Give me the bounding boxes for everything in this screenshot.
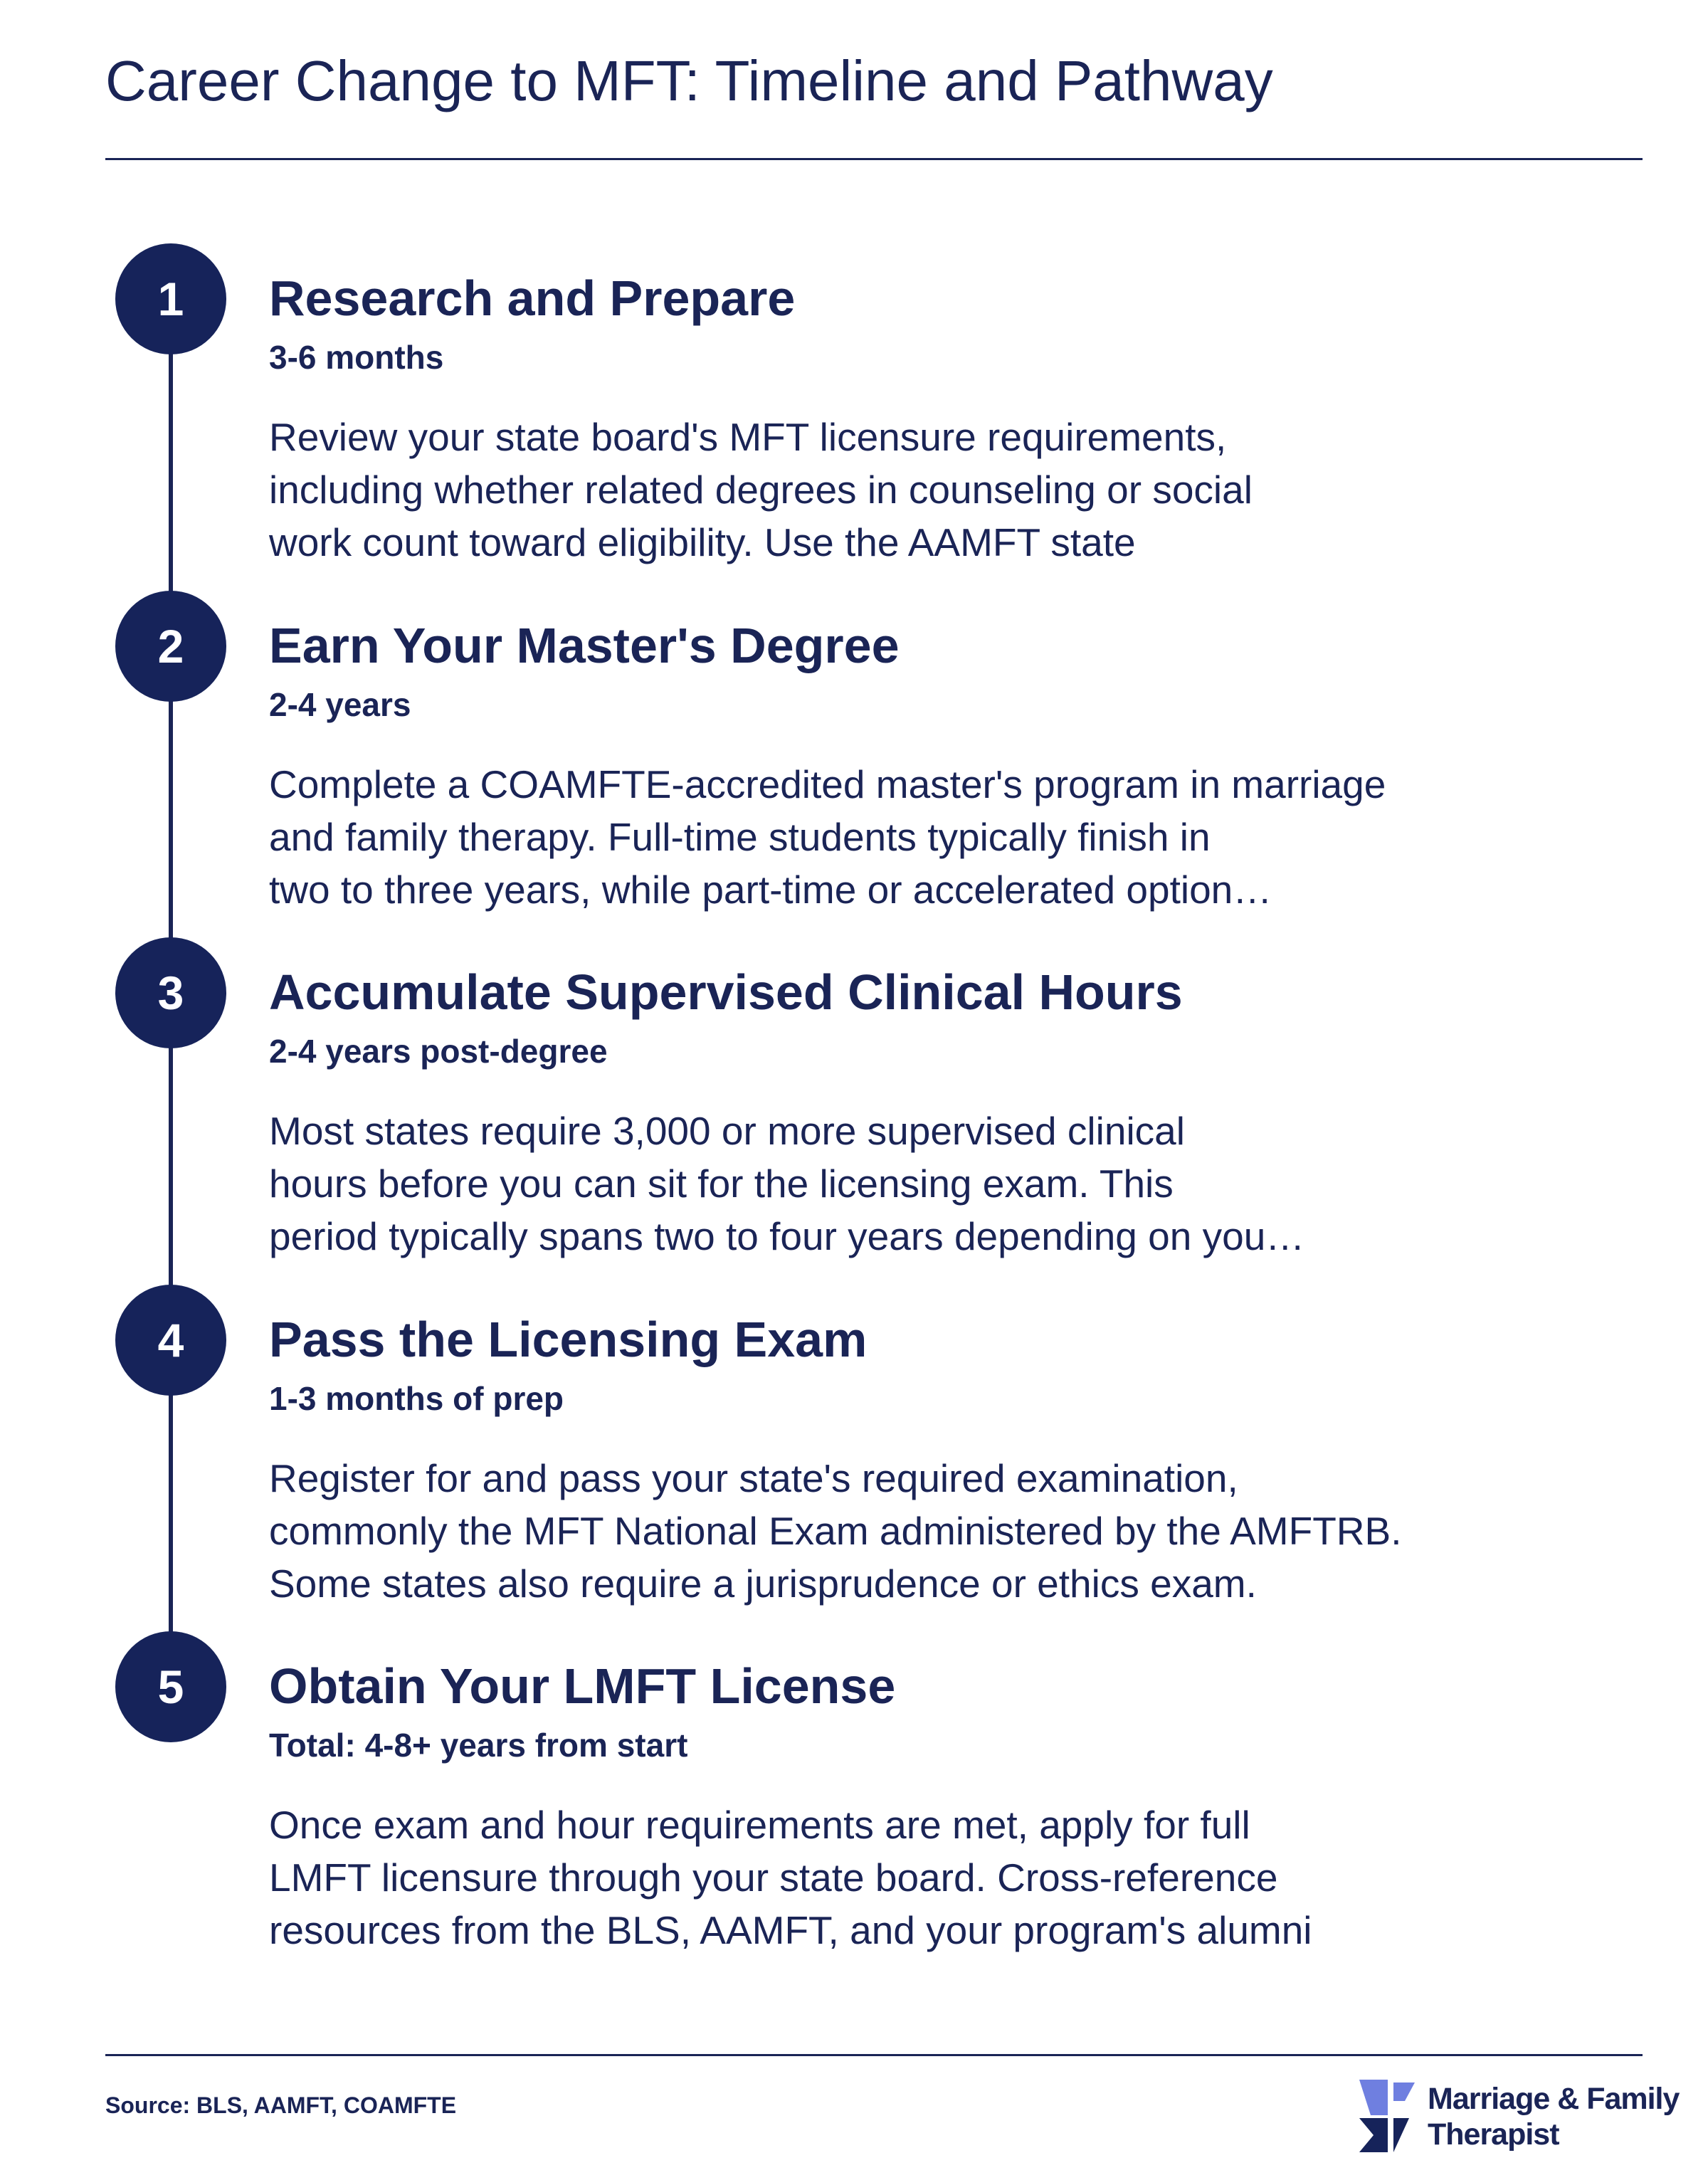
- step-duration: 2-4 years: [269, 686, 411, 723]
- step-description: [269, 1452, 1479, 1610]
- page-title: Career Change to MFT: Timeline and Pathway: [105, 49, 1273, 112]
- description-line: work count toward eligibility. Use the AAMFT state: [269, 520, 1136, 564]
- step-duration: 3-6 months: [269, 339, 444, 376]
- description-line: and family therapy. Full-time students typically finish in: [269, 815, 1211, 859]
- description-line: hours before you can sit for the licensing exam. This: [269, 1162, 1174, 1206]
- description-line: Once exam and hour requirements are met, apply for full: [269, 1803, 1250, 1847]
- description-line: Review your state board's MFT licensure requirements,: [269, 415, 1227, 459]
- brand-logo-icon: [1356, 2077, 1428, 2155]
- step-number-badge: 3: [115, 937, 226, 1048]
- description-line: period typically spans two to four years depending on you…: [269, 1214, 1305, 1258]
- description-line: commonly the MFT National Exam administered by the AMFTRB.: [269, 1509, 1402, 1553]
- header-divider: [105, 158, 1643, 160]
- step-description: [269, 411, 1479, 569]
- footer-divider: [105, 2054, 1643, 2056]
- step-duration: 2-4 years post-degree: [269, 1033, 608, 1070]
- description-line: Complete a COAMFTE-accredited master's program in marriage: [269, 762, 1386, 806]
- description-line: Most states require 3,000 or more supervised clinical: [269, 1109, 1185, 1153]
- description-line: resources from the BLS, AAMFT, and your program's alumni: [269, 1908, 1312, 1952]
- brand-logo: [1356, 2077, 1680, 2162]
- description-line: two to three years, while part-time or accelerated option…: [269, 868, 1272, 912]
- step-duration: Total: 4-8+ years from start: [269, 1727, 688, 1764]
- brand-name-line-1: Marriage & Family: [1428, 2082, 1680, 2116]
- description-line: Register for and pass your state's required examination,: [269, 1456, 1238, 1500]
- step-title: Earn Your Master's Degree: [269, 618, 900, 673]
- step-title: Obtain Your LMFT License: [269, 1658, 896, 1714]
- step-number-badge: 4: [115, 1285, 226, 1396]
- source-citation: Source: BLS, AAMFT, COAMFTE: [105, 2092, 457, 2118]
- description-line: including whether related degrees in counseling or social: [269, 468, 1253, 512]
- step-title: Accumulate Supervised Clinical Hours: [269, 964, 1183, 1020]
- brand-name-line-2: Therapist: [1428, 2117, 1559, 2152]
- step-duration: 1-3 months of prep: [269, 1380, 564, 1417]
- step-number-badge: 1: [115, 243, 226, 354]
- step-title: Research and Prepare: [269, 270, 796, 326]
- step-description: [269, 1105, 1479, 1263]
- step-title: Pass the Licensing Exam: [269, 1312, 868, 1367]
- step-description: [269, 758, 1479, 916]
- step-number-badge: 5: [115, 1631, 226, 1742]
- step-description: [269, 1799, 1479, 1957]
- description-line: LMFT licensure through your state board. Cross-reference: [269, 1855, 1278, 1900]
- description-line: Some states also require a jurisprudence or ethics exam.: [269, 1562, 1257, 1606]
- brand-name: [1428, 2081, 1679, 2152]
- step-number-badge: 2: [115, 591, 226, 702]
